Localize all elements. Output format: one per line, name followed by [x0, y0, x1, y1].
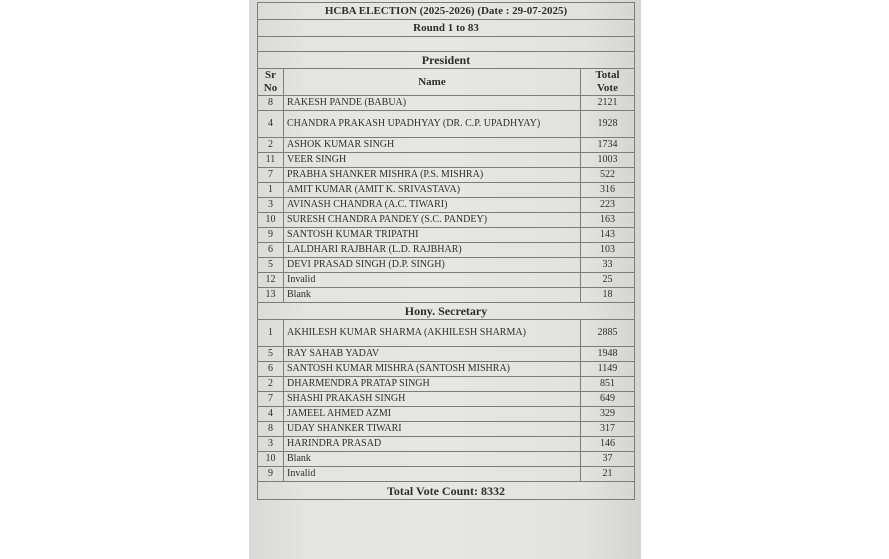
candidate-name-cell: PRABHA SHANKER MISHRA (P.S. MISHRA) [284, 168, 581, 183]
sr-no-cell: 7 [258, 168, 284, 183]
blank-row [258, 37, 635, 52]
candidate-name-cell: SURESH CHANDRA PANDEY (S.C. PANDEY) [284, 213, 581, 228]
candidate-name-cell: LALDHARI RAJBHAR (L.D. RAJBHAR) [284, 243, 581, 258]
vote-count-cell: 851 [580, 377, 634, 392]
table-row [258, 467, 635, 482]
table-row [258, 273, 635, 288]
candidate-name-cell: RAKESH PANDE (BABUA) [284, 96, 581, 111]
candidate-name-cell: ASHOK KUMAR SINGH [284, 138, 581, 153]
candidate-name-cell: Blank [284, 288, 581, 303]
sr-no-cell: 13 [258, 288, 284, 303]
round-range: Round 1 to 83 [258, 20, 635, 37]
candidate-name-cell: UDAY SHANKER TIWARI [284, 422, 581, 437]
result-sheet [257, 2, 635, 500]
table-row [258, 437, 635, 452]
candidate-name-cell: DEVI PRASAD SINGH (D.P. SINGH) [284, 258, 581, 273]
sr-no-cell: 11 [258, 153, 284, 168]
candidate-name-cell: SHASHI PRAKASH SINGH [284, 392, 581, 407]
vote-count-cell: 1003 [580, 153, 634, 168]
result-sheet-photo [249, 0, 641, 559]
sr-no-cell: 3 [258, 437, 284, 452]
sr-no-cell: 9 [258, 228, 284, 243]
table-row [258, 288, 635, 303]
vote-count-cell: 103 [580, 243, 634, 258]
president-rows [258, 96, 635, 303]
vote-count-cell: 522 [580, 168, 634, 183]
table-row [258, 198, 635, 213]
candidate-name-cell: Invalid [284, 467, 581, 482]
candidate-name-cell: CHANDRA PRAKASH UPADHYAY (DR. C.P. UPADHYAY) [284, 111, 581, 138]
vote-count-cell: 223 [580, 198, 634, 213]
sr-no-cell: 1 [258, 320, 284, 347]
vote-count-cell: 143 [580, 228, 634, 243]
candidate-name-cell: DHARMENDRA PRATAP SINGH [284, 377, 581, 392]
sr-no-cell: 2 [258, 138, 284, 153]
candidate-name-cell: Invalid [284, 273, 581, 288]
sr-no-cell: 1 [258, 183, 284, 198]
candidate-name-cell: JAMEEL AHMED AZMI [284, 407, 581, 422]
table-row [258, 153, 635, 168]
secretary-heading: Hony. Secretary [258, 303, 635, 320]
table-row [258, 111, 635, 138]
sr-no-cell: 8 [258, 422, 284, 437]
candidate-name-cell: AMIT KUMAR (AMIT K. SRIVASTAVA) [284, 183, 581, 198]
vote-count-cell: 163 [580, 213, 634, 228]
table-row [258, 392, 635, 407]
sr-no-cell: 10 [258, 452, 284, 467]
sr-no-cell: 12 [258, 273, 284, 288]
candidate-name-cell: SANTOSH KUMAR TRIPATHI [284, 228, 581, 243]
vote-count-cell: 37 [580, 452, 634, 467]
name-header: Name [284, 69, 581, 96]
election-title: HCBA ELECTION (2025-2026) (Date : 29-07-2025) [258, 3, 635, 20]
table-row [258, 422, 635, 437]
sr-no-cell: 4 [258, 111, 284, 138]
table-row [258, 258, 635, 273]
vote-count-cell: 1149 [580, 362, 634, 377]
candidate-name-cell: RAY SAHAB YADAV [284, 347, 581, 362]
vote-count-cell: 21 [580, 467, 634, 482]
sr-no-cell: 6 [258, 362, 284, 377]
total-vote-count: Total Vote Count: 8332 [258, 482, 635, 500]
candidate-name-cell: SANTOSH KUMAR MISHRA (SANTOSH MISHRA) [284, 362, 581, 377]
vote-count-cell: 2121 [580, 96, 634, 111]
table-row [258, 347, 635, 362]
result-table [257, 2, 635, 500]
candidate-name-cell: HARINDRA PRASAD [284, 437, 581, 452]
table-row [258, 377, 635, 392]
table-row [258, 407, 635, 422]
president-heading: President [258, 52, 635, 69]
vote-count-cell: 18 [580, 288, 634, 303]
vote-count-cell: 1948 [580, 347, 634, 362]
candidate-name-cell: VEER SINGH [284, 153, 581, 168]
table-row [258, 96, 635, 111]
vote-count-cell: 1734 [580, 138, 634, 153]
candidate-name-cell: AKHILESH KUMAR SHARMA (AKHILESH SHARMA) [284, 320, 581, 347]
sr-no-cell: 9 [258, 467, 284, 482]
vote-count-cell: 2885 [580, 320, 634, 347]
sr-no-header: Sr No [258, 69, 284, 96]
vote-count-cell: 329 [580, 407, 634, 422]
vote-count-cell: 317 [580, 422, 634, 437]
total-vote-header: Total Vote [580, 69, 634, 96]
vote-count-cell: 146 [580, 437, 634, 452]
vote-count-cell: 649 [580, 392, 634, 407]
vote-count-cell: 316 [580, 183, 634, 198]
sr-no-cell: 10 [258, 213, 284, 228]
table-row [258, 138, 635, 153]
secretary-rows [258, 320, 635, 482]
sr-no-cell: 6 [258, 243, 284, 258]
sr-no-cell: 4 [258, 407, 284, 422]
sr-no-cell: 5 [258, 347, 284, 362]
candidate-name-cell: Blank [284, 452, 581, 467]
table-row [258, 168, 635, 183]
sr-no-cell: 7 [258, 392, 284, 407]
table-row [258, 228, 635, 243]
vote-count-cell: 1928 [580, 111, 634, 138]
table-row [258, 213, 635, 228]
candidate-name-cell: AVINASH CHANDRA (A.C. TIWARI) [284, 198, 581, 213]
sr-no-cell: 8 [258, 96, 284, 111]
table-row [258, 452, 635, 467]
table-row [258, 183, 635, 198]
sr-no-cell: 5 [258, 258, 284, 273]
vote-count-cell: 25 [580, 273, 634, 288]
sr-no-cell: 3 [258, 198, 284, 213]
table-row [258, 243, 635, 258]
sr-no-cell: 2 [258, 377, 284, 392]
table-row [258, 320, 635, 347]
table-row [258, 362, 635, 377]
vote-count-cell: 33 [580, 258, 634, 273]
